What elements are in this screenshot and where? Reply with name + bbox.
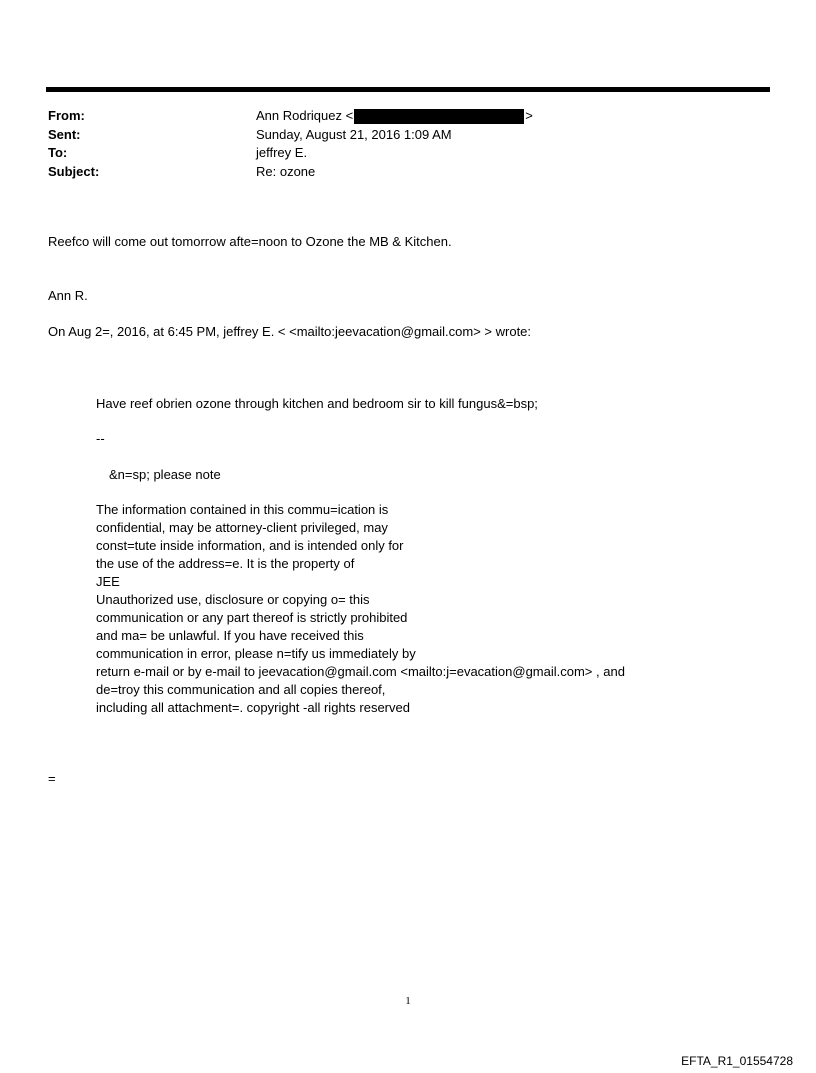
signature-separator: -- bbox=[96, 431, 105, 446]
to-row bbox=[48, 144, 533, 163]
document-id: EFTA_R1_01554728 bbox=[681, 1054, 793, 1068]
message-line: Reefco will come out tomorrow afte=noon to Ozone the MB & Kitchen. bbox=[48, 234, 452, 249]
disclaimer-line: communication in error, please n=tify us immediately by bbox=[96, 646, 416, 661]
subject-value: Re: ozone bbox=[256, 163, 316, 179]
from-name: Ann Rodriquez < bbox=[256, 108, 354, 123]
redaction-bar bbox=[354, 109, 524, 124]
email-header bbox=[48, 107, 533, 181]
from-value bbox=[256, 107, 533, 126]
disclaimer-line: confidential, may be attorney-client privileged, may bbox=[96, 520, 388, 535]
disclaimer-line: the use of the address=e. It is the property of bbox=[96, 556, 355, 571]
sent-row bbox=[48, 126, 533, 145]
from-label: From: bbox=[48, 108, 85, 123]
please-note: &n=sp; please note bbox=[109, 467, 221, 482]
disclaimer bbox=[96, 501, 625, 717]
from-row bbox=[48, 107, 533, 126]
signature: Ann R. bbox=[48, 288, 88, 303]
page-number: 1 bbox=[405, 995, 411, 1007]
quote-intro: On Aug 2=, 2016, at 6:45 PM, jeffrey E. < <mailto:jeevacation@gmail.com> > wrote: bbox=[48, 324, 532, 339]
trailing-equals: = bbox=[48, 771, 56, 786]
from-close: > bbox=[525, 108, 533, 123]
disclaimer-line: de=troy this communication and all copies thereof, bbox=[96, 682, 386, 697]
disclaimer-line: including all attachment=. copyright -all rights reserved bbox=[96, 700, 410, 715]
subject-label: Subject: bbox=[48, 163, 100, 179]
disclaimer-line: and ma= be unlawful. If you have received this bbox=[96, 628, 364, 643]
to-value: jeffrey E. bbox=[256, 145, 308, 160]
disclaimer-line: const=tute inside information, and is intended only for bbox=[96, 538, 404, 553]
quoted-body: Have reef obrien ozone through kitchen and bedroom sir to kill fungus&=bsp; bbox=[96, 396, 538, 411]
disclaimer-line: The information contained in this commu=ication is bbox=[96, 502, 389, 517]
disclaimer-line: communication or any part thereof is strictly prohibited bbox=[96, 610, 408, 625]
sent-value: Sunday, August 21, 2016 1:09 AM bbox=[256, 126, 452, 142]
disclaimer-line: Unauthorized use, disclosure or copying o= this bbox=[96, 592, 370, 607]
sent-label: Sent: bbox=[48, 126, 81, 142]
disclaimer-line: JEE bbox=[96, 574, 120, 589]
to-label: To: bbox=[48, 145, 68, 160]
header-rule bbox=[46, 87, 770, 92]
disclaimer-line: return e-mail or by e-mail to jeevacation@gmail.com <mailto:j=evacation@gmail.com> , and bbox=[96, 664, 625, 679]
subject-row bbox=[48, 163, 533, 182]
